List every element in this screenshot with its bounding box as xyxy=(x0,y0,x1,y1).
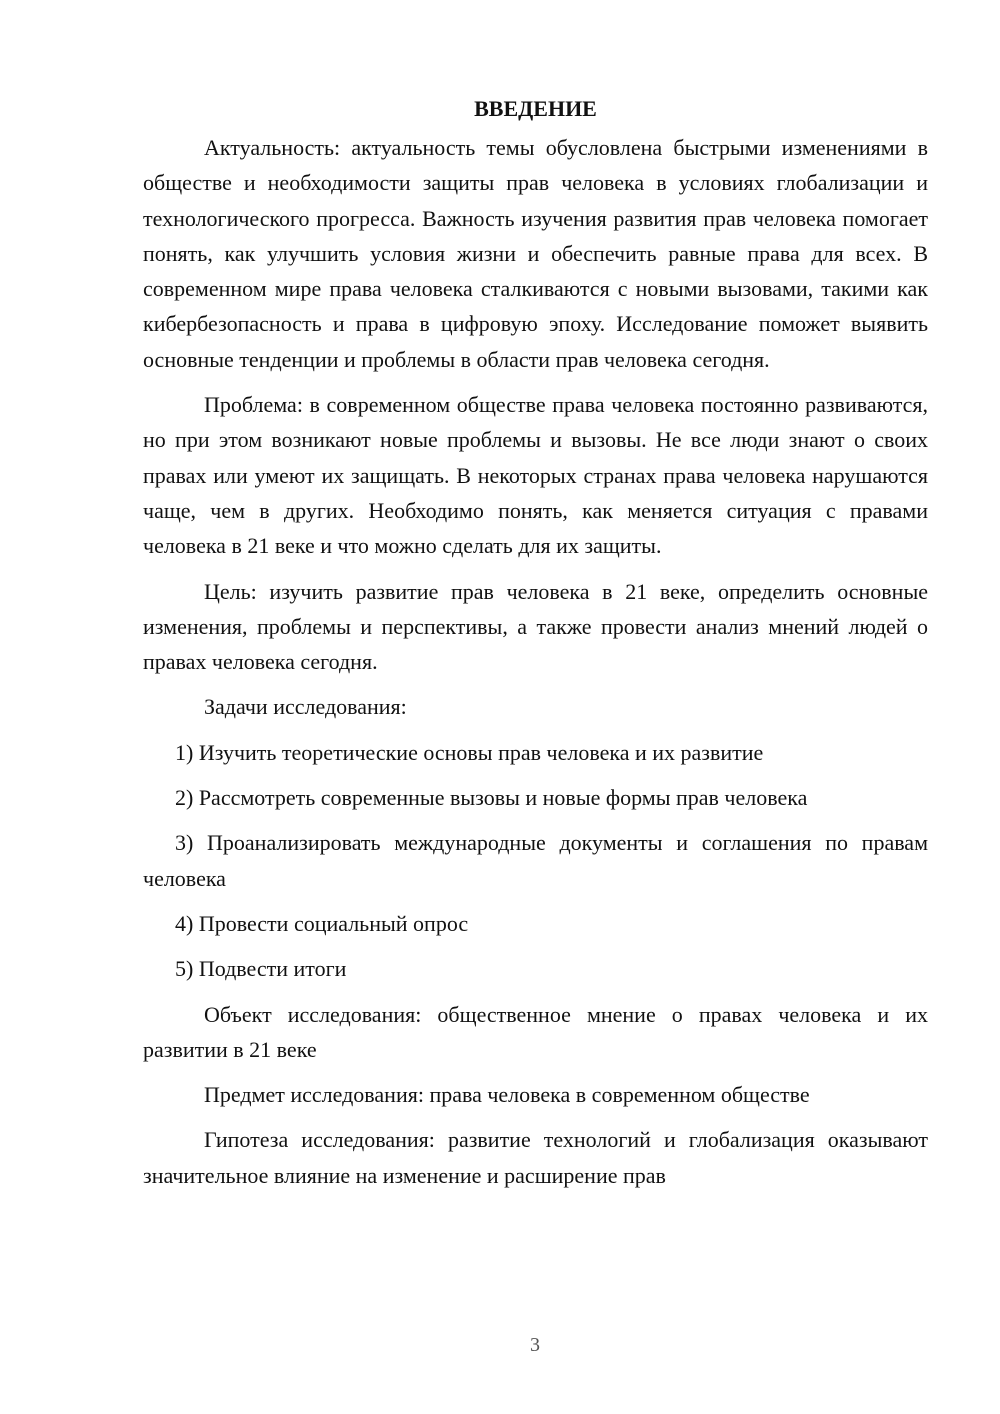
tasks-heading: Задачи исследования: xyxy=(204,694,407,720)
task-item-1: 1) Изучить теоретические основы прав человека и их развитие xyxy=(175,739,764,765)
page-number: 3 xyxy=(530,1334,540,1356)
page-title: ВВЕДЕНИЕ xyxy=(474,96,597,121)
task-item-3: 3) Проанализировать международные документы и соглашения по правам человека xyxy=(143,830,928,891)
object-paragraph: Объект исследования: общественное мнение о правах человека и их развитии в 21 веке xyxy=(143,1001,928,1062)
problem-paragraph: Проблема: в современном обществе права человека постоянно развиваются, но при этом возникают новые проблемы и вызовы. Не все люди знают о своих правах или умеют их защищать. В некоторых странах права человека нарушаются чаще, чем в других. Необходимо понять, как меняется ситуация с правами человека в 21 веке и что можно сделать для их защиты. xyxy=(143,392,928,559)
subject-paragraph: Предмет исследования: права человека в современном обществе xyxy=(204,1082,810,1108)
goal-paragraph: Цель: изучить развитие прав человека в 21 веке, определить основные изменения, проблемы и перспективы, а также провести анализ мнений людей о правах человека сегодня. xyxy=(143,578,928,675)
task-item-4: 4) Провести социальный опрос xyxy=(175,910,469,936)
relevance-paragraph: Актуальность: актуальность темы обусловлена быстрыми изменениями в обществе и необходимости защиты прав человека в условиях глобализации и технологического прогресса. Важность изучения развития прав человека помогает понять, как улучшить условия жизни и обеспечить равные права для всех. В современном мире права человека сталкиваются с новыми вызовами, такими как кибербезопасность и права в цифровую эпоху. Исследование поможет выявить основные тенденции и проблемы в области прав человека сегодня. xyxy=(143,135,928,372)
task-item-5: 5) Подвести итоги xyxy=(175,956,347,982)
task-item-2: 2) Рассмотреть современные вызовы и новые формы прав человека xyxy=(175,785,808,811)
document-page xyxy=(143,94,928,1203)
hypothesis-paragraph: Гипотеза исследования: развитие технологий и глобализация оказывают значительное влияние на изменение и расширение прав xyxy=(143,1127,928,1188)
